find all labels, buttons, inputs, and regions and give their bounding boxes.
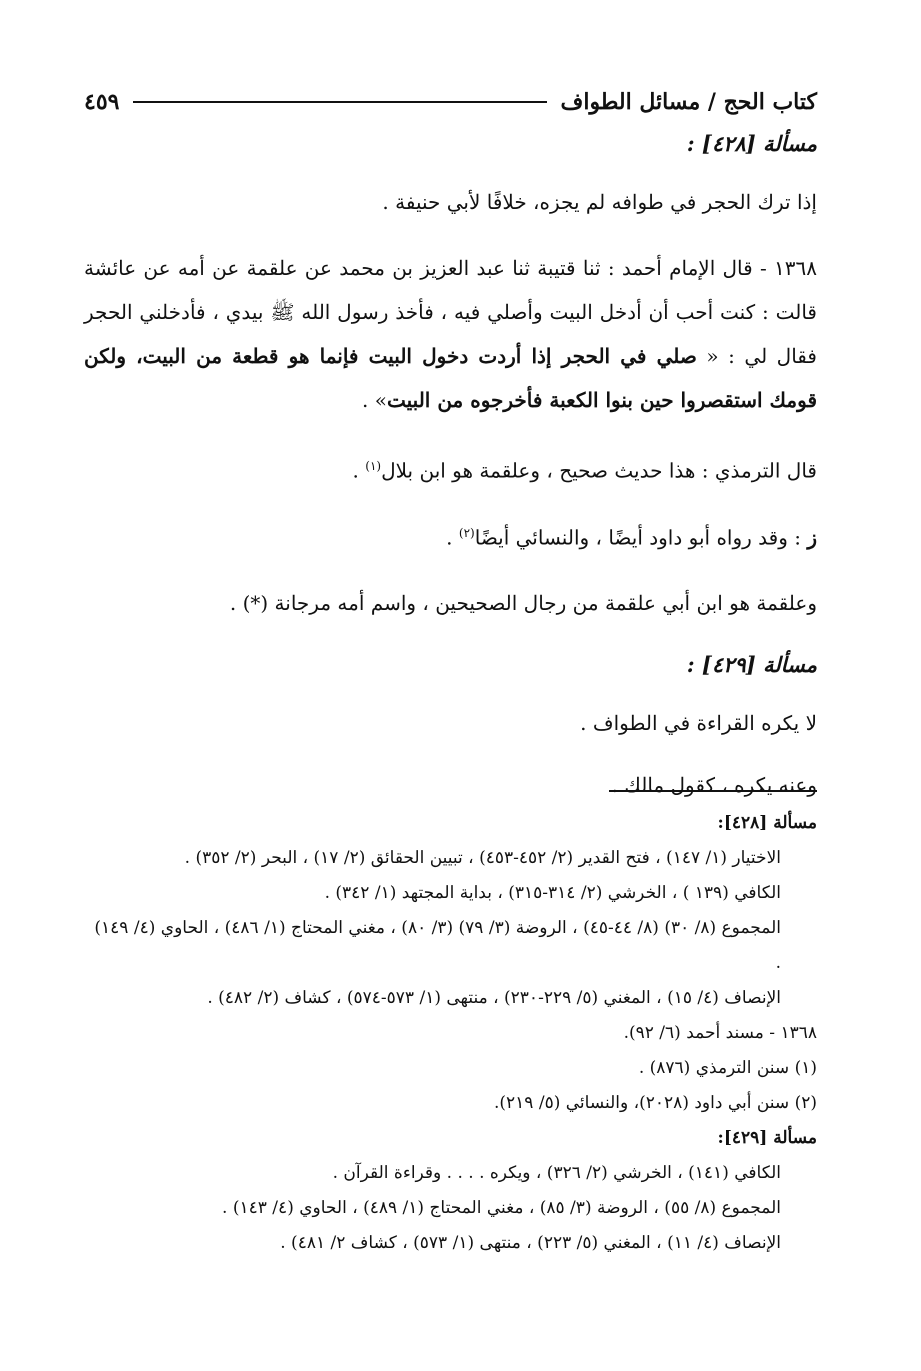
tirmidhi-text: قال الترمذي : هذا حديث صحيح ، وعلقمة هو ابن بلال	[381, 458, 817, 483]
footnote-428-line: المجموع (٨/ ٣٠) (٨/ ٤٤-٤٥) ، الروضة (٣/ ٧٩) (٣/ ٨٠) ، مغني المحتاج (١/ ٤٨٦) ، الحاوي (٤/ ١٤٩) .	[94, 918, 781, 973]
footnote-429-line: المجموع (٨/ ٥٥) ، الروضة (٣/ ٨٥) ، مغني المحتاج (١/ ٤٨٩) ، الحاوي (٤/ ١٤٣) .	[222, 1198, 781, 1218]
footnote-429-heading: مسألة [٤٢٩]:	[717, 1128, 817, 1148]
z-paragraph: ز : وقد رواه أبو داود أيضًا ، والنسائي أيضًا$^{(٢)}$ .	[446, 525, 817, 550]
z-text: : وقد رواه أبو داود أيضًا ، والنسائي أيضًا	[474, 525, 801, 550]
footnote-1368: ١٣٦٨ - مسند أحمد (٦/ ٩٢).	[623, 1023, 817, 1043]
footnote-ref-2: (٢)	[458, 525, 475, 540]
masala-428-heading: مسألة [٤٢٨] :	[686, 131, 817, 156]
tirmidhi-paragraph: قال الترمذي : هذا حديث صحيح ، وعلقمة هو ابن بلال$^{(١)}$ .	[352, 458, 817, 483]
z-mark: ز	[807, 525, 817, 550]
footnote-428-line: الكافي (١٣٩ ) ، الخرشي (٢/ ٣١٤-٣١٥) ، بداية المجتهد (١/ ٣٤٢) .	[324, 883, 781, 903]
footnote-2: (٢) سنن أبي داود (٢٠٢٨)، والنسائي (٥/ ٢١٩).	[493, 1093, 817, 1113]
masala-428-text: إذا ترك الحجر في طوافه لم يجزه، خلافًا لأبي حنيفة .	[382, 190, 817, 214]
page-header	[84, 86, 817, 118]
footnote-ref-1: (١)	[365, 459, 382, 473]
header-rule	[133, 101, 546, 103]
footnotes	[84, 806, 817, 1261]
hadith-1368	[84, 246, 817, 422]
running-title: كتاب الحج / مسائل الطواف	[560, 89, 817, 115]
footnote-separator	[609, 790, 817, 792]
footnote-428-line: الإنصاف (٤/ ١٥) ، المغني (٥/ ٢٢٩-٢٣٠) ، منتهى (١/ ٥٧٣-٥٧٤) ، كشاف (٢/ ٤٨٢) .	[207, 988, 781, 1008]
alqama-paragraph: وعلقمة هو ابن أبي علقمة من رجال الصحيحين ، واسم أمه مرجانة (*) .	[229, 591, 817, 616]
footnote-428-heading: مسألة [٤٢٨]:	[717, 813, 817, 833]
footnote-429-line: الكافي (١٤١) ، الخرشي (٢/ ٣٢٦) ، ويكره . . . . وقراءة القرآن .	[332, 1163, 781, 1183]
hadith-intro: ١٣٦٨ - قال الإمام أحمد : ثنا قتيبة ثنا عبد العزيز بن محمد عن علقمة عن أمه عن عائشة قالت : كنت أحب أن أدخل البيت وأصلي فيه ، فأخذ رسول الله ﷺ بيدي ، فأدخلني الحجر فقال لي : «	[84, 256, 817, 368]
footnote-428-line: الاختيار (١/ ١٤٧) ، فتح القدير (٢/ ٤٥٢-٤٥٣) ، تبيين الحقائق (٢/ ١٧) ، البحر (٢/ ٣٥٢) .	[184, 848, 781, 868]
main-text	[84, 126, 817, 807]
masala-429-text-2: وعنه يكره ، كقول مالك .	[611, 773, 817, 798]
footnote-429-line: الإنصاف (٤/ ١١) ، المغني (٥/ ٢٢٣) ، منتهى (١/ ٥٧٣) ، كشاف ٢/ ٤٨١) .	[280, 1233, 781, 1253]
hadith-close: » .	[362, 388, 387, 412]
page-number: ٤٥٩	[84, 89, 120, 115]
footnote-1: (١) سنن الترمذي (٨٧٦) .	[638, 1058, 817, 1078]
masala-429-heading: مسألة [٤٢٩] :	[686, 652, 817, 678]
masala-429-text-1: لا يكره القراءة في الطواف .	[580, 711, 817, 736]
hadith-quote: صلي في الحجر إذا أردت دخول البيت فإنما هو قطعة من البيت، ولكن قومك استقصروا حين بنوا الكعبة فأخرجوه من البيت	[84, 344, 817, 412]
